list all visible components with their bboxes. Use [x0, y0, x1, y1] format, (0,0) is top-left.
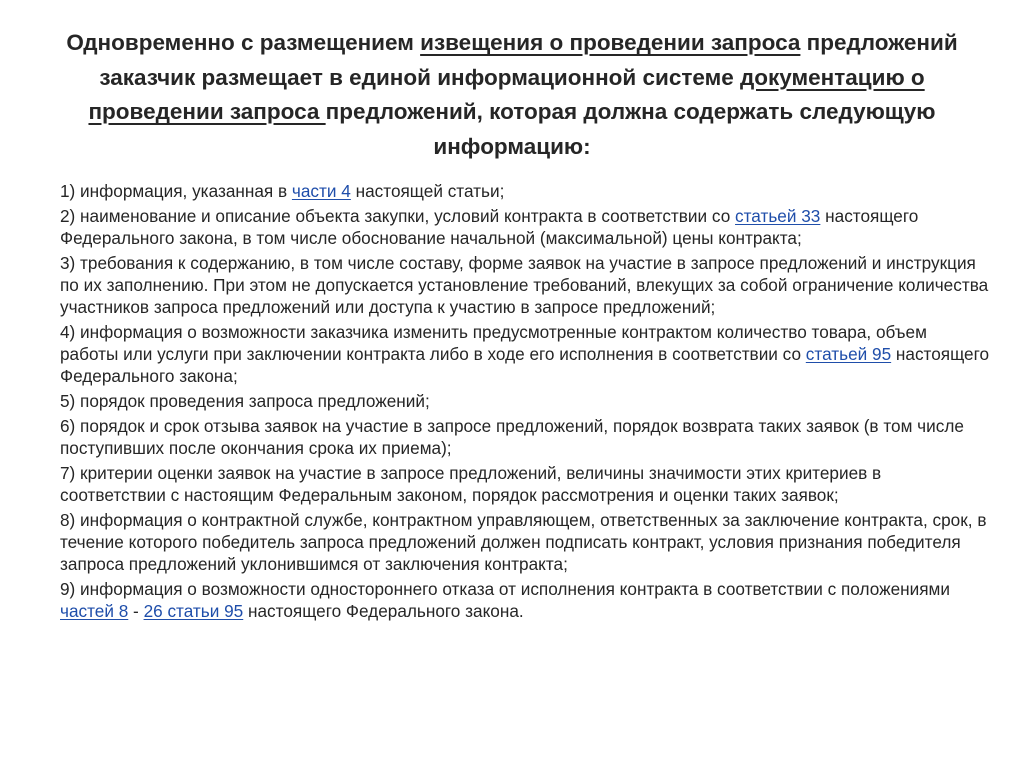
item-2-text-b: настоящего Федерального закона, в том числе обоснование начальной (максимальной) цены контракта;: [60, 206, 919, 248]
item-9-text-b: настоящего Федерального закона.: [243, 601, 524, 621]
list-item: [60, 578, 990, 622]
link-article-95[interactable]: статьей 95: [805, 344, 892, 364]
heading-text-2: предложений заказчик размещает в единой информационной системе: [99, 30, 958, 90]
item-4-text-a: 4) информация о возможности заказчика изменить предусмотренные контрактом количество товара, объем работы или услуги при заключении контракта либо в ходе его исполнения в соответствии со: [60, 322, 927, 364]
heading-text-1: Одновременно с размещением: [66, 30, 421, 55]
list-item: [60, 180, 990, 202]
link-part-26-article-95[interactable]: 26 статьи 95: [143, 601, 244, 621]
link-part-4[interactable]: части 4: [291, 181, 351, 201]
requirements-list: [60, 180, 990, 625]
list-item: 3) требования к содержанию, в том числе составу, форме заявок на участие в запросе предложений и инструкция по их заполнению. При этом не допускается установление требований, влекущих за собой ограничение количества участников запроса предложений или доступа к участию в запросе предложений;: [60, 253, 989, 317]
item-4-text-b: настоящего Федерального закона;: [60, 344, 990, 386]
link-article-33[interactable]: статьей 33: [735, 206, 821, 226]
slide-heading: [40, 26, 984, 164]
item-1-text-b: настоящей статьи;: [350, 181, 505, 201]
item-9-separator: -: [128, 601, 144, 621]
link-parts-8[interactable]: частей 8: [60, 601, 129, 621]
item-1-text-a: 1) информация, указанная в: [60, 181, 292, 201]
heading-underlined-1: извещения о проведении запроса: [420, 30, 801, 55]
item-2-text-a: 2) наименование и описание объекта закупки, условий контракта в соответствии со: [60, 206, 736, 226]
list-item: 6) порядок и срок отзыва заявок на участие в запросе предложений, порядок возврата таких заявок (в том числе поступивших после окончания срока их приема);: [60, 416, 964, 458]
heading-underlined-2: документацию о проведении запроса: [88, 64, 925, 124]
heading-text-3: предложений, которая должна содержать следующую информацию:: [325, 99, 936, 159]
list-item: 5) порядок проведения запроса предложений;: [60, 391, 430, 411]
list-item: 7) критерии оценки заявок на участие в запросе предложений, величины значимости этих критериев в соответствии с настоящим Федеральным законом, порядок рассмотрения и оценки таких заявок;: [60, 463, 882, 505]
list-item: [60, 205, 990, 249]
item-9-text-a: 9) информация о возможности одностороннего отказа от исполнения контракта в соответствии с положениями: [60, 579, 950, 599]
list-item: [60, 321, 990, 387]
list-item: 8) информация о контрактной службе, контрактном управляющем, ответственных за заключение контракта, срок, в течение которого победитель запроса предложений должен подписать контракт, условия признания победителя запроса предложений уклонившимся от заключения контракта;: [60, 510, 987, 574]
